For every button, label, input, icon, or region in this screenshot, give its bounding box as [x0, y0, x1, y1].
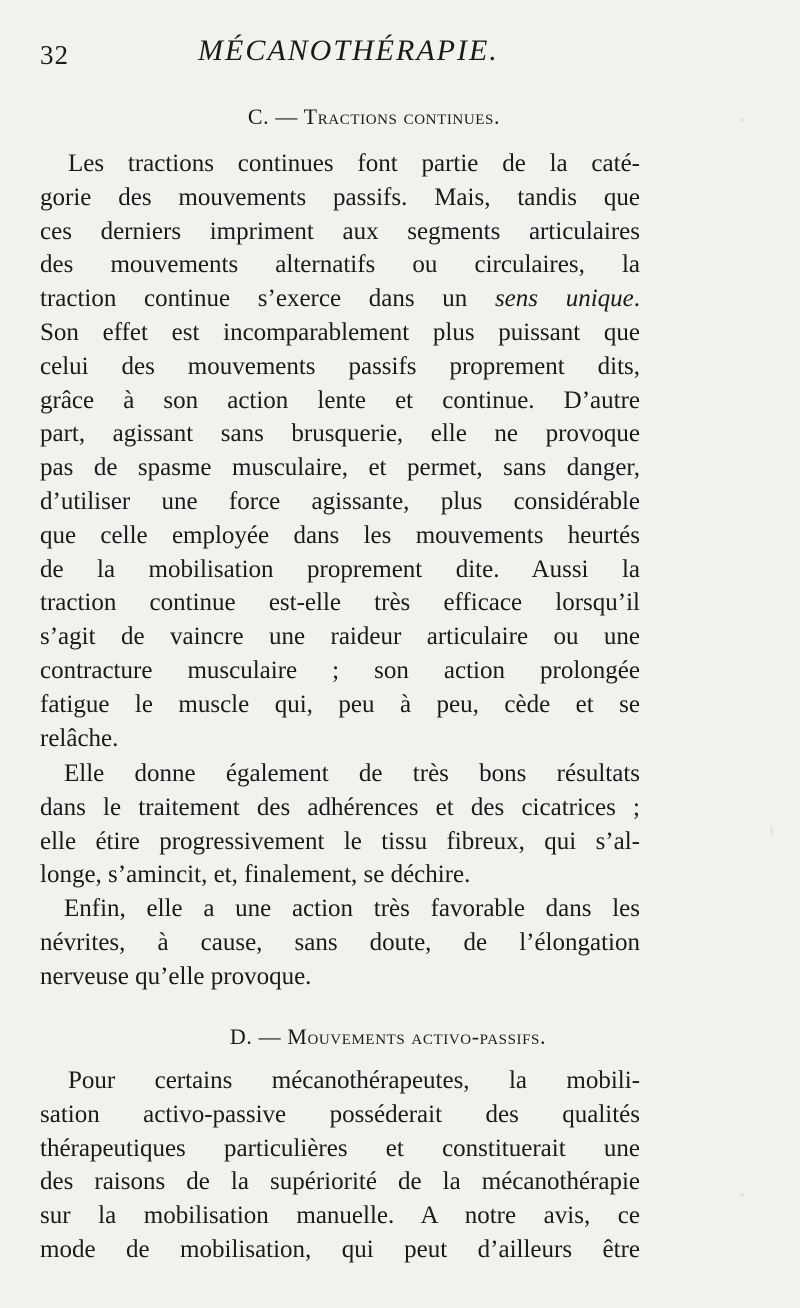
paragraph-line: thérapeutiques particulières et constituerait une	[40, 1134, 640, 1162]
paragraph-line: Les tractions continues font partie de la caté-	[68, 150, 640, 177]
paragraph-line: Elle donne également de très bons résultats	[64, 760, 640, 787]
paper-smudge	[741, 118, 745, 122]
paragraph-line: traction continue est-elle très efficace lorsqu’il	[40, 589, 640, 617]
italic-sens-unique: sens unique	[494, 285, 634, 313]
paragraph-line: elle étire progressivement le tissu fibreux, qui s’al-	[40, 827, 640, 855]
section-title-d-text: D. — Mouvements activo-passifs.	[229, 1024, 547, 1049]
paragraph-line: celui des mouvements passifs proprement dits,	[40, 352, 640, 380]
paragraph-line: des mouvements alternatifs ou circulaires, la	[40, 251, 640, 279]
paragraph-line: relâche.	[40, 724, 119, 752]
paragraph-line-with-italic	[40, 282, 640, 316]
paragraph-line: contracture musculaire ; son action prolongée	[40, 656, 640, 684]
paragraph-line: mode de mobilisation, qui peut d’ailleurs être	[40, 1235, 640, 1263]
section-title-c	[24, 104, 724, 130]
paragraph-line: des raisons de la supériorité de la mécanothérapie	[40, 1168, 640, 1196]
paragraph-activo-passifs	[40, 1064, 640, 1267]
paper-smudge	[740, 1193, 744, 1197]
paragraph-tractions-2	[40, 757, 640, 892]
paragraph-line: névrites, à cause, sans doute, de l’élongation	[40, 928, 640, 956]
paragraph-line: fatigue le muscle qui, peu à peu, cède et se	[40, 690, 640, 718]
traction-line-suffix: .	[633, 285, 640, 313]
paragraph-line: d’utiliser une force agissante, plus considérable	[40, 487, 640, 515]
paragraph-line: part, agissant sans brusquerie, elle ne provoque	[40, 420, 640, 448]
section-title-c-text: C. — Tractions continues.	[247, 104, 501, 129]
paragraph-line: que celle employée dans les mouvements heurtés	[40, 521, 640, 549]
paragraph-line: sur la mobilisation manuelle. A notre avis, ce	[40, 1202, 640, 1230]
paragraph-line: Son effet est incomparablement plus puissant que	[40, 318, 640, 346]
paragraph-line: Pour certains mécanothérapeutes, la mobili-	[68, 1067, 640, 1094]
paragraph-line: nerveuse qu’elle provoque.	[40, 962, 312, 990]
paper-smudge	[770, 826, 773, 836]
paragraph-line: dans le traitement des adhérences et des cicatrices ;	[40, 793, 640, 821]
paragraph-line: grâce à son action lente et continue. D’autre	[40, 386, 640, 414]
running-title: MÉCANOTHÉRAPIE.	[198, 34, 499, 67]
paragraph-line: de la mobilisation proprement dite. Aussi la	[40, 555, 640, 583]
section-title-d	[38, 1024, 738, 1050]
paragraph-line: gorie des mouvements passifs. Mais, tandis que	[40, 183, 640, 211]
page-number: 32	[40, 40, 69, 70]
paragraph-line: sation activo-passive posséderait des qualités	[40, 1100, 640, 1128]
page-header	[0, 30, 800, 70]
paragraph-line: longe, s’amincit, et, finalement, se déchire.	[40, 861, 471, 889]
paragraph-line: ces derniers impriment aux segments articulaires	[40, 217, 640, 245]
paragraph-line: pas de spasme musculaire, et permet, sans danger,	[40, 454, 640, 482]
paragraph-tractions-1	[40, 147, 640, 755]
paragraph-line: Enfin, elle a une action très favorable dans les	[64, 895, 640, 922]
paragraph-line: s’agit de vaincre une raideur articulaire ou une	[40, 623, 640, 651]
paragraph-tractions-3	[40, 892, 640, 993]
traction-line-prefix: traction continue s’exerce dans un	[40, 285, 495, 313]
